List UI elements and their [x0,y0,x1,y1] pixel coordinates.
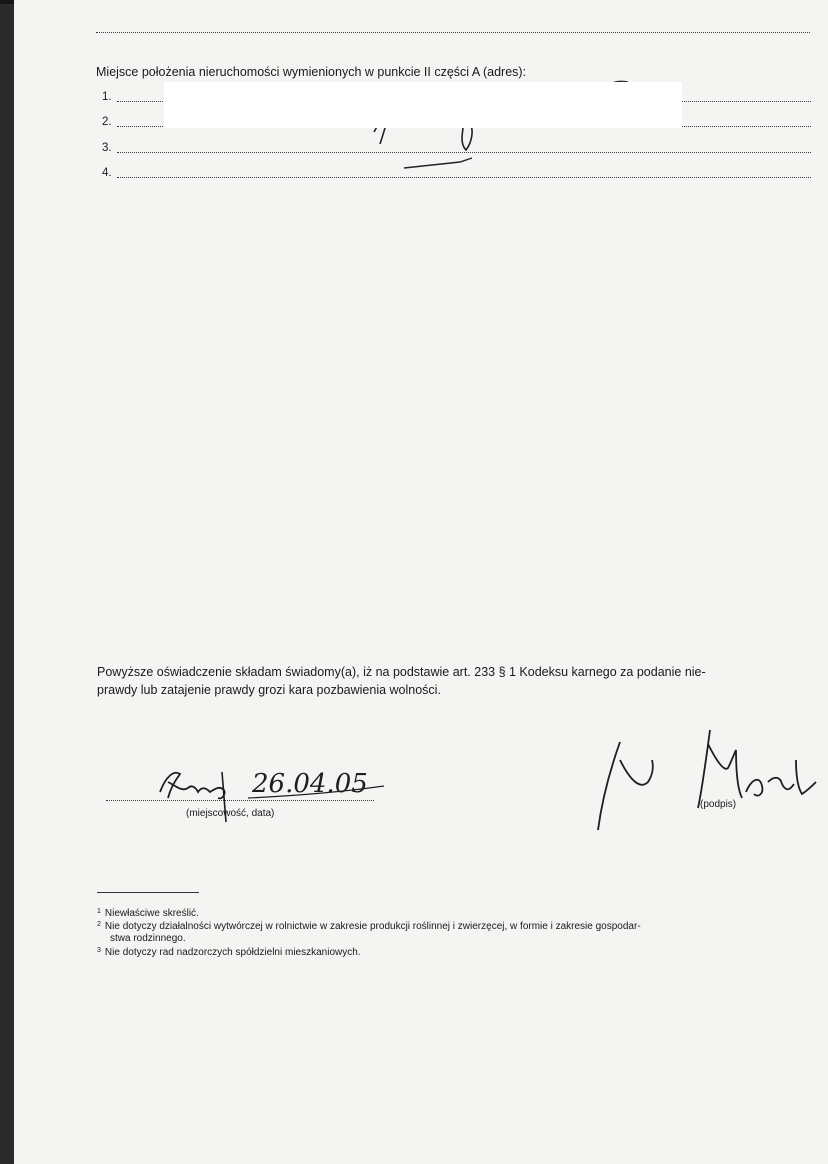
footnote-1-marker: 1 [97,908,101,915]
footnote-separator [97,892,199,893]
address-line-number-2: 2. [102,116,112,128]
footnote-2-continuation: stwa rodzinnego. [110,933,186,944]
footnote-2-text: Nie dotyczy działalności wytwórczej w rolnictwie w zakresie produkcji roślinnej i zwierzęcej, w formie i zakresie gospodar- [104,921,641,932]
footnote-1-text: Niewłaściwe skreślić. [104,908,199,919]
document-page [14,0,828,1164]
place-date-caption: (miejscowość, data) [186,808,275,819]
declaration-line-2: prawdy lub zatajenie prawdy grozi kara pozbawienia wolności. [97,683,441,697]
declaration-line-1: Powyższe oświadczenie składam świadomy(a), iż na podstawie art. 233 § 1 Kodeksu karnego za podanie nie- [97,665,706,679]
address-line-number-4: 4. [102,167,112,179]
footnote-3 [97,945,817,959]
footnote-2-marker: 2 [97,921,101,928]
address-line-number-3: 3. [102,142,112,154]
signature-caption: (podpis) [700,799,737,810]
address-line-number-1: 1. [102,91,112,103]
declaration-paragraph [97,663,815,699]
footnote-3-text: Nie dotyczy rad nadzorczych spółdzielni mieszkaniowych. [104,947,361,958]
svg-text:26.04.05: 26.04.05 [252,769,368,799]
address-heading: Miejsce położenia nieruchomości wymienionych w punkcie II części A (adres): [96,65,527,79]
footnote-3-marker: 3 [97,947,101,954]
redaction-box [164,82,682,128]
handwritten-signature [590,720,828,840]
top-dotted-line [96,32,810,33]
footnote-1 [97,906,817,920]
handwritten-place-date [152,752,392,822]
footnote-2 [97,919,817,945]
